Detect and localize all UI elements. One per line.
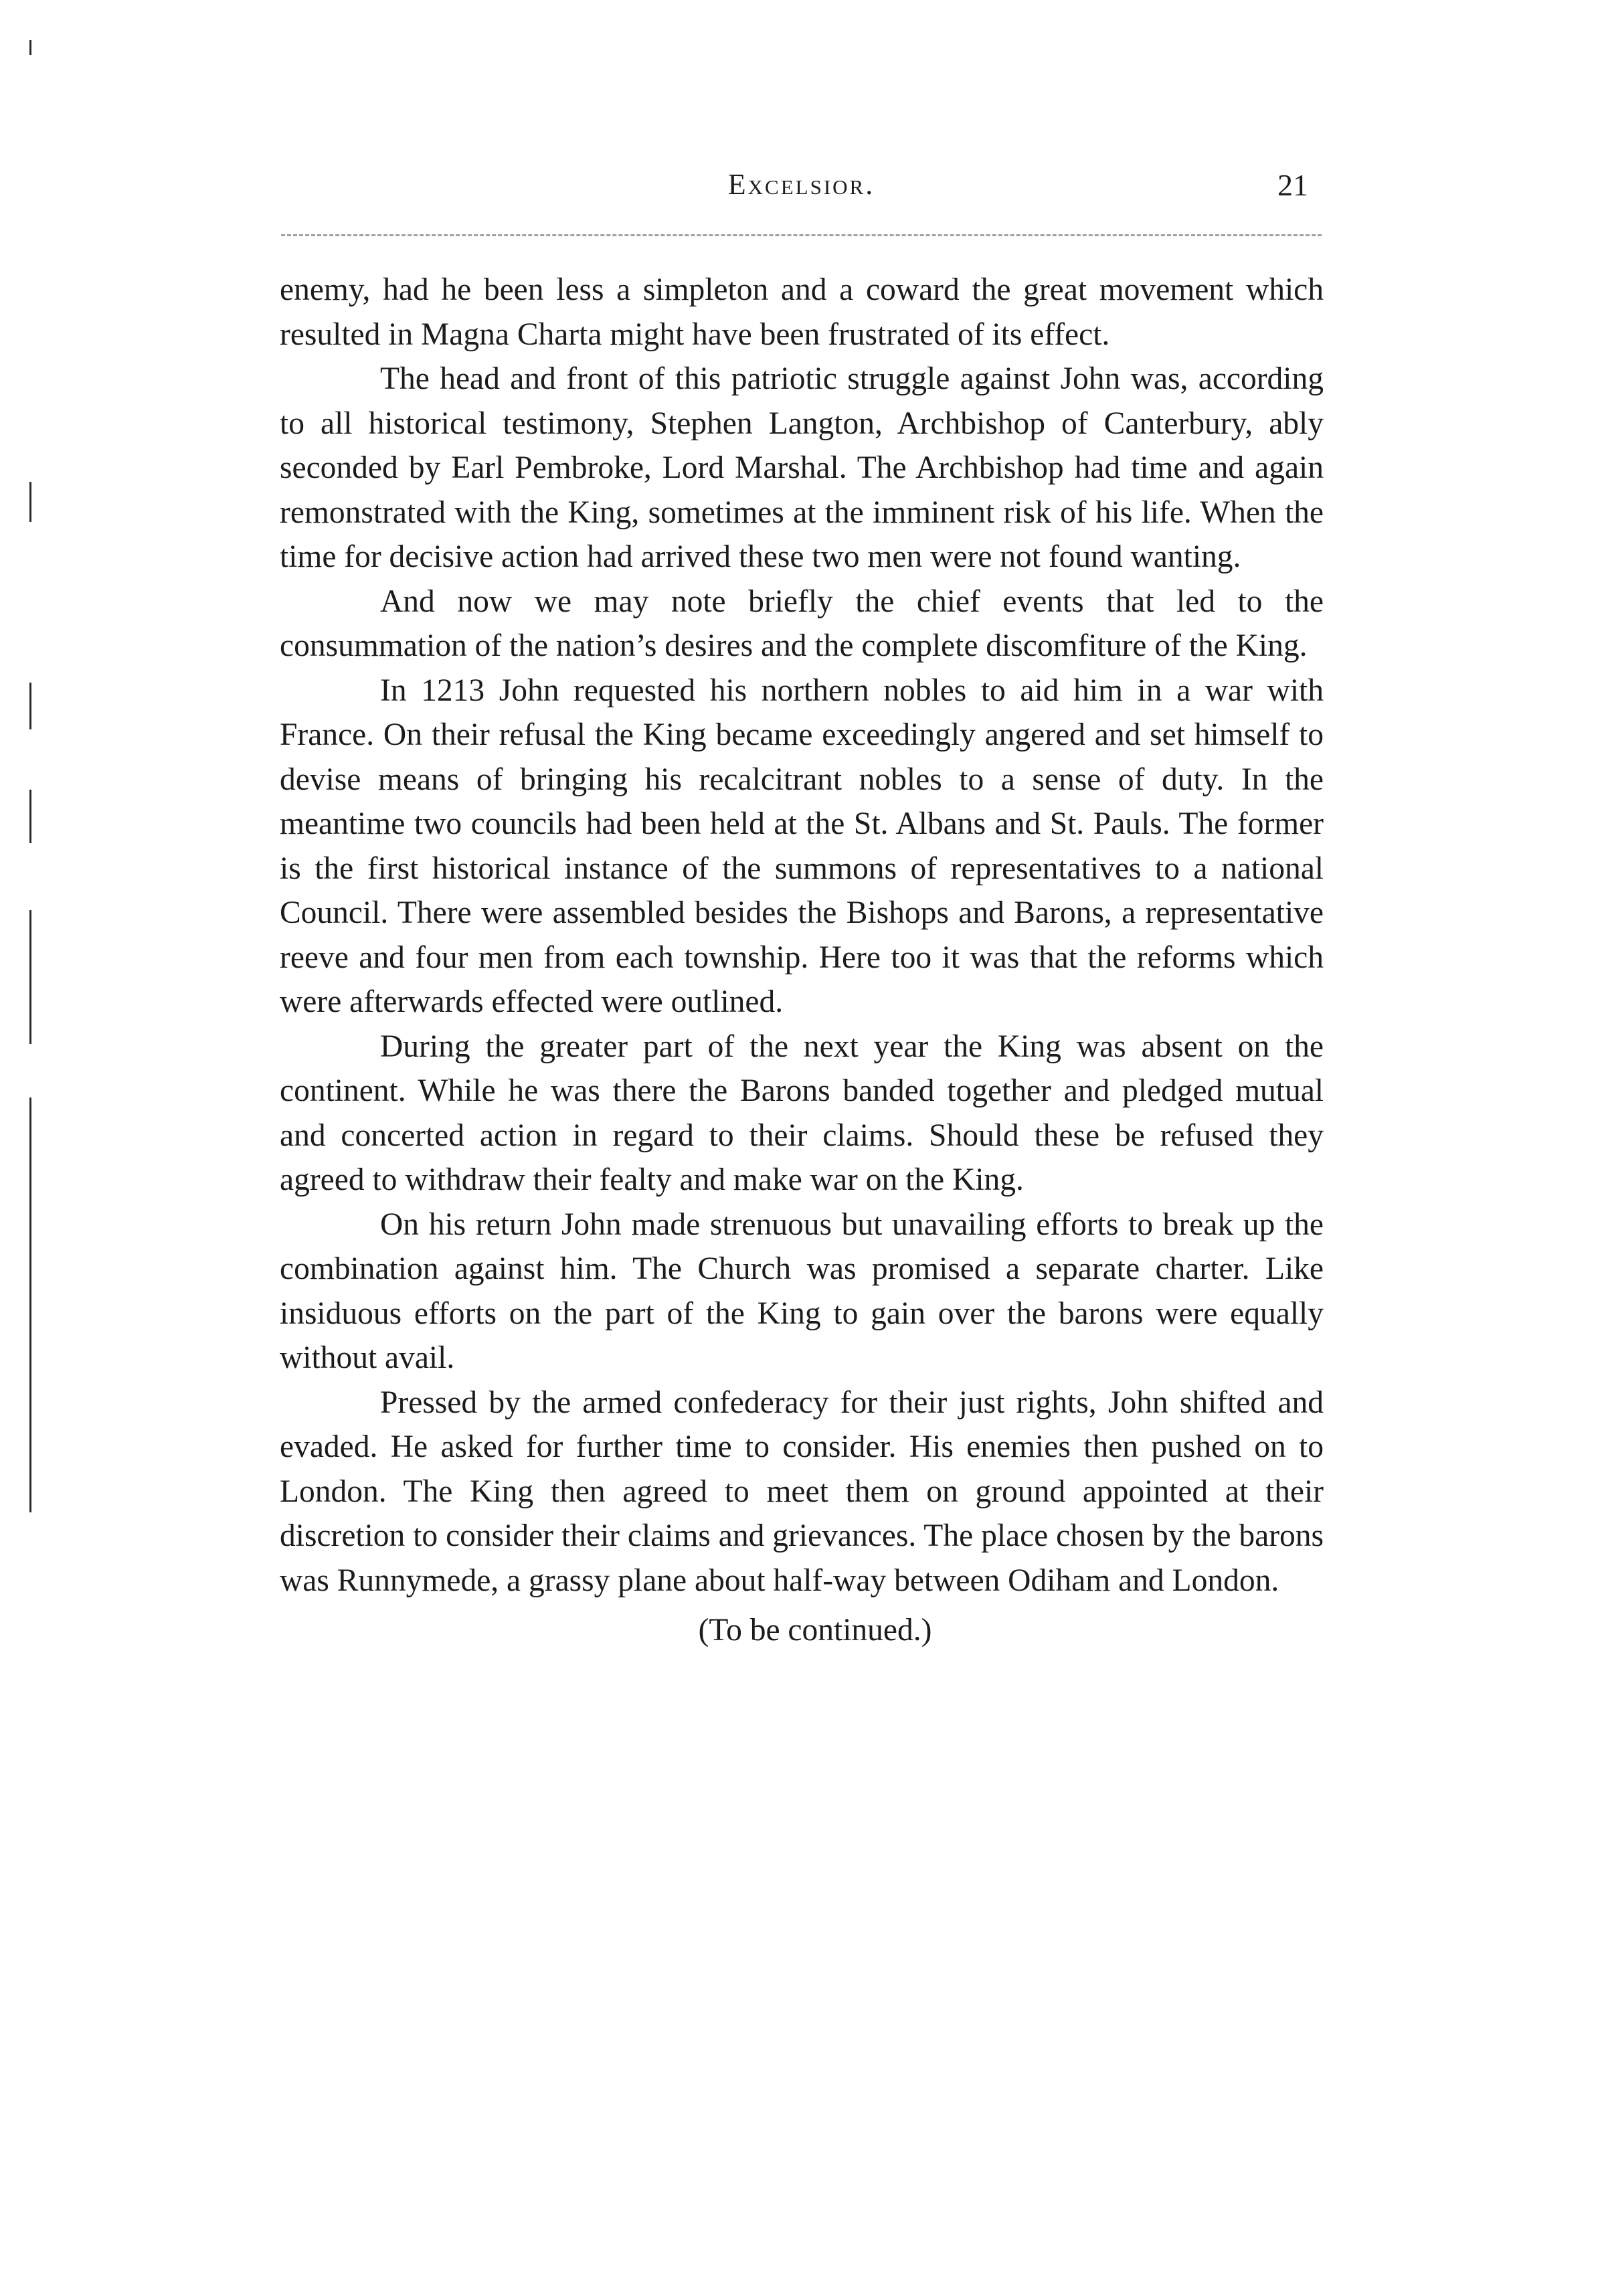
paragraph: In 1213 John requested his northern nobles to aid him in a war with France. On their refusal the King became exceedingly angered and set himself to devise means of bringing his recalcitrant nobles to a sense of duty. In the meantime two councils had been held at the St. Albans and St. Pauls. The former is the first historical instance of the summons of representatives to a national Council. There were assembled besides the Bishops and Barons, a representative reeve and four men from each township. Here too it was that the reforms which were afterwards effected were outlined.: [280, 673, 1324, 1019]
scan-mark: [29, 910, 31, 1044]
paragraph: The head and front of this patriotic struggle against John was, according to all historical testimony, Stephen Langton, Archbishop of Canterbury, ably seconded by Earl Pembroke, Lord Marshal. The Archbishop had time and again remonstrated with the King, sometimes at the imminent risk of his life. When the time for decisive action had arrived these two men were not found wanting.: [280, 361, 1324, 574]
scan-mark: [29, 683, 31, 729]
scan-mark: [29, 482, 31, 522]
page-number: 21: [1277, 168, 1308, 202]
running-head: [281, 167, 1322, 214]
paragraph: And now we may note briefly the chief events that led to the consummation of the nation’s desires and the complete discomfiture of the King.: [280, 584, 1324, 663]
paragraph: On his return John made strenuous but unavailing efforts to break up the combination against him. The Church was promised a separate charter. Like insiduous efforts on the part of the King to gain over the barons were equally without avail.: [280, 1207, 1324, 1375]
scan-mark: [29, 40, 31, 55]
article-body: [280, 268, 1324, 1603]
running-title: Excelsior.: [727, 168, 875, 201]
scan-mark: [29, 790, 31, 843]
scan-mark: [29, 1097, 31, 1512]
paragraph: Pressed by the armed confederacy for their just rights, John shifted and evaded. He asked for further time to consider. His enemies then pushed on to London. The King then agreed to meet them on ground appointed at their discretion to consider their claims and grievances. The place chosen by the barons was Runnymede, a grassy plane about half-way between Odiham and London.: [280, 1385, 1324, 1598]
paragraph: During the greater part of the next year the King was absent on the continent. While he was there the Barons banded together and pledged mutual and concerted action in regard to their claims. Should these be refused they agreed to withdraw their fealty and make war on the King.: [280, 1029, 1324, 1197]
to-be-continued: (To be continued.): [698, 1613, 932, 1648]
header-rule: [281, 234, 1322, 236]
paragraph: enemy, had he been less a simpleton and a coward the great movement which resulted in Magna Charta might have been frustrated of its effect.: [280, 272, 1324, 352]
